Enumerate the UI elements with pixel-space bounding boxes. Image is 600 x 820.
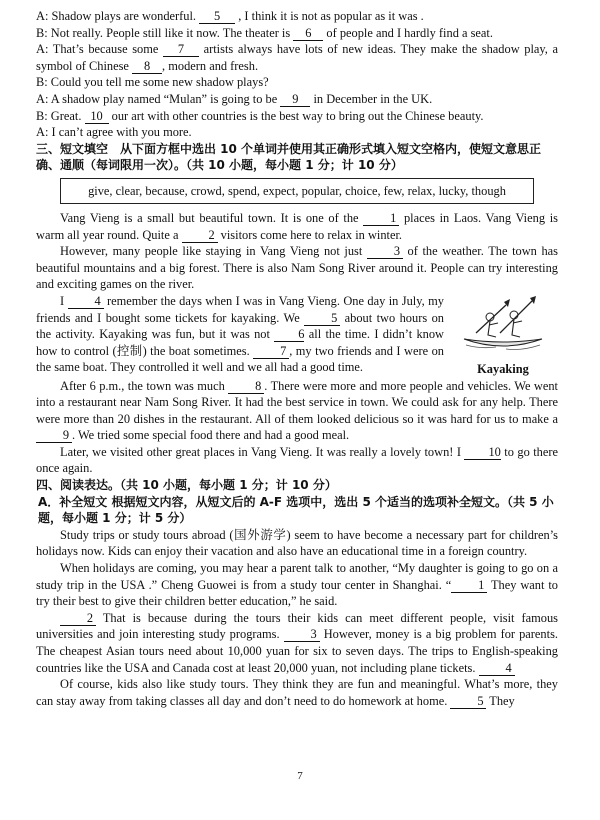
page-content xyxy=(36,8,558,709)
dialogue-line: B: Could you tell me some new shadow plays? xyxy=(36,75,269,90)
text: our art with other countries is the best way to bring out the Chinese beauty. xyxy=(111,108,484,123)
text: of people and I hardly find a seat. xyxy=(326,25,493,40)
dialogue-line xyxy=(36,8,558,25)
blank-10[interactable]: 10 xyxy=(464,445,500,460)
text: in December in the UK. xyxy=(313,91,433,106)
reading-paragraph xyxy=(36,676,558,709)
text: I xyxy=(60,293,65,308)
blank-5[interactable]: 5 xyxy=(450,694,486,709)
blank-2[interactable]: 2 xyxy=(182,228,218,243)
blank-9[interactable]: 9 xyxy=(36,428,72,443)
dialogue-line xyxy=(36,108,558,125)
text: Of course, kids also like study tours. They think they are fun and meaningful. What’s more, they can stay away from taking classes all day and don’t need to do homework at home. xyxy=(36,677,558,708)
part-a-instruction: A．补全短文 根据短文内容，从短文后的 A-F 选项中，选出 5 个适当的选项补全短文。（共 5 小题，每小题 1 分；计 5 分） xyxy=(38,494,554,526)
text: After 6 p.m., the town was much xyxy=(60,378,225,393)
blank-1[interactable]: 1 xyxy=(451,578,487,593)
reading-paragraph xyxy=(36,560,558,610)
blank-5[interactable]: 5 xyxy=(199,9,235,24)
section-heading: 三、短文填空 从下面方框中选出 10 个单词并使用其正确形式填入短文空格内，使短文意思正确、通顺（每词限用一次）。（共 10 小题，每小题 1 分；计 10 分） xyxy=(36,141,542,173)
text: They want to try their best to give their children better education,” he said. xyxy=(36,577,558,609)
text: about two hours on the activity. Kayaking was fun, but it was not xyxy=(36,310,444,342)
text: They xyxy=(489,693,515,708)
kayaking-figure xyxy=(444,293,558,378)
section-heading: 四、阅读表达。（共 10 小题，每小题 1 分；计 10 分） xyxy=(36,478,337,493)
dialogue-line xyxy=(36,91,558,108)
passage-paragraph xyxy=(36,243,558,293)
text: A: A shadow play named “Mulan” is going to be xyxy=(36,91,278,106)
reading-paragraph: Study trips or study tours abroad (国外游学) seem to have become a necessary part for children’s holidays now. Kids can enjoy their vacation and also have an educational time in a foreign country. xyxy=(36,527,558,559)
dialogue-line xyxy=(36,25,558,42)
blank-7[interactable]: 7 xyxy=(163,42,199,57)
text: B: Not really. People still like it now. The theater is xyxy=(36,25,291,40)
passage-paragraph xyxy=(36,293,444,376)
blank-4[interactable]: 4 xyxy=(68,294,104,309)
reading-paragraph xyxy=(36,610,558,676)
text: to go there once again. xyxy=(36,444,558,476)
text: places in Laos. Vang Vieng is warm all year round. Quite a xyxy=(36,210,558,242)
dialogue-line: A: I can’t agree with you more. xyxy=(36,125,192,140)
text: visitors come here to relax in winter. xyxy=(220,227,403,242)
text: However, money is a big problem for parents. The cheapest Asian tours need about 10,000 yuan for six to seven days. The trips to English-speaking countries like the USA and Canada cost at least 20,000 yuan, not including plane tickets. xyxy=(36,627,558,675)
text: Vang Vieng is a small but beautiful town. It is one of the xyxy=(60,210,359,225)
text: That is because during the tours their kids can meet different people, visit famous universities and join interesting study programs. xyxy=(36,610,559,642)
text: . We tried some special food there and had a good meal. xyxy=(72,428,350,443)
blank-6[interactable]: 6 xyxy=(274,327,304,342)
blank-8[interactable]: 8 xyxy=(132,59,162,74)
text: . There were more and more people and vehicles. We went into a restaurant near Nam Song River. It had the best service in town. We could ask for any help. There were more than 20 dishes in the restaurant. All of them looked delicious so it was hard for us to make a xyxy=(36,378,558,426)
kayaking-illustration xyxy=(460,293,546,359)
text: A: Shadow plays are wonderful. xyxy=(36,9,197,23)
text: all the time. I didn’t know how to control (控制) the boat sometimes. xyxy=(36,327,444,358)
word-bank-box: give, clear, because, crowd, spend, expect, popular, choice, few, relax, lucky, though xyxy=(60,178,534,204)
blank-8[interactable]: 8 xyxy=(228,379,264,394)
text: B: Great. xyxy=(36,108,82,123)
fig-text xyxy=(36,293,444,378)
passage-paragraph xyxy=(36,444,558,477)
text: When holidays are coming, you may hear a parent talk to another, “My daughter is going to go on a study trip in the USA .” Cheng Guowei is from a study tour center in Shanghai. “ xyxy=(36,561,558,592)
text: , I think it is not as popular as it was . xyxy=(238,9,424,23)
blank-4[interactable]: 4 xyxy=(479,661,515,676)
passage-paragraph xyxy=(36,210,558,243)
text: However, many people like staying in Vang Vieng not just xyxy=(60,244,363,259)
blank-3[interactable]: 3 xyxy=(284,627,320,642)
passage-paragraph xyxy=(36,378,558,444)
text: A: That’s because some xyxy=(36,42,159,57)
page-number: 7 xyxy=(297,770,303,782)
text: remember the days when I was in Vang Vieng. One day in July, my friends and I bought some tickets for kayaking. We xyxy=(36,293,444,325)
kayaking-section xyxy=(36,293,558,378)
blank-1[interactable]: 1 xyxy=(363,211,399,226)
blank-10[interactable]: 10 xyxy=(85,109,109,124)
blank-9[interactable]: 9 xyxy=(280,92,310,107)
blank-3[interactable]: 3 xyxy=(367,244,403,259)
text: , modern and fresh. xyxy=(162,58,259,73)
blank-2[interactable]: 2 xyxy=(60,611,96,626)
text: , my two friends and I were on the same boat. They controlled it well and we all had a good time. xyxy=(36,343,444,375)
text: artists always have lots of new ideas. They make the shadow play, a symbol of Chinese xyxy=(36,42,558,73)
figure-caption: Kayaking xyxy=(477,361,529,376)
text: Later, we visited other great places in Vang Vieng. It was really a lovely town! I xyxy=(60,444,461,459)
text: of the weather. The town has beautiful mountains and a big forest. There is also Nam Song River around it. People can try interesting and exciting games on the river. xyxy=(36,244,558,292)
blank-5[interactable]: 5 xyxy=(304,311,340,326)
dialogue-line xyxy=(36,41,558,74)
blank-6[interactable]: 6 xyxy=(293,26,323,41)
blank-7[interactable]: 7 xyxy=(253,344,289,359)
